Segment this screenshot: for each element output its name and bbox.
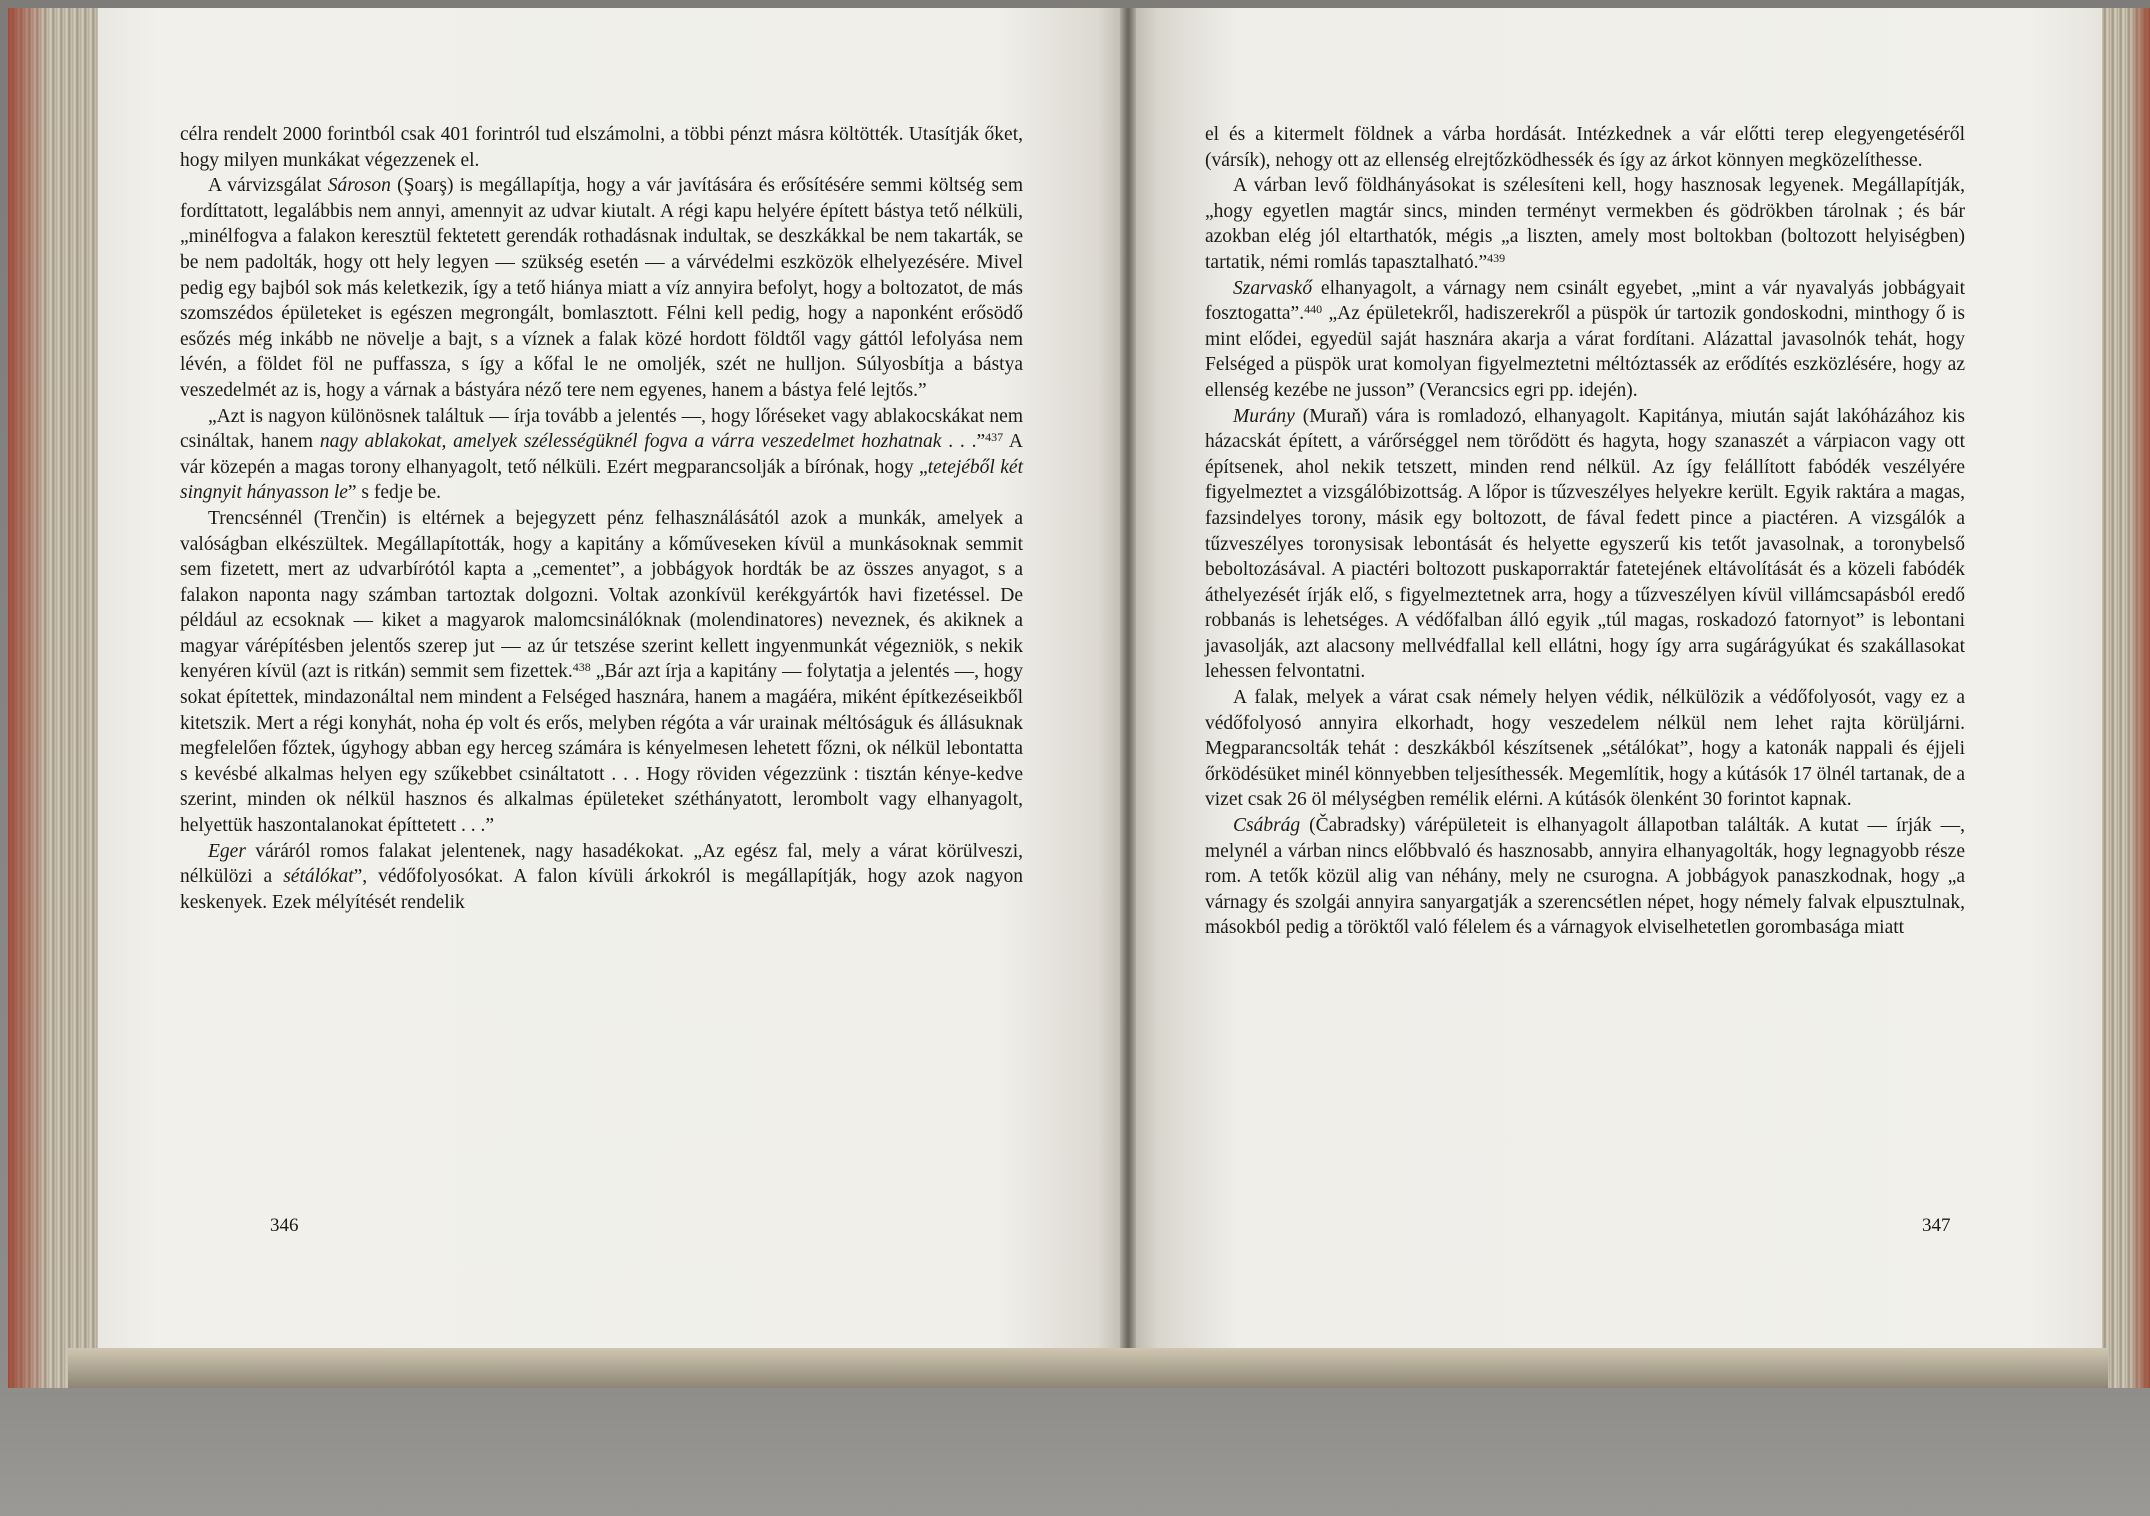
text-run: el és a kitermelt földnek a várba hordását. Intézkednek a vár előtti terep elegyengetéséről (vársík), nehogy ott az ellenség elrejtőzködhessék és így az árkot könnyen megközelíthesse.: [1205, 124, 1965, 171]
paragraph: [1205, 685, 1965, 813]
italic-text: Csábrág: [1233, 815, 1301, 837]
text-run: Trencsénnél (Trenčin) is eltérnek a bejegyzett pénz felhasználásától azok a munkák, amelyek a valóságban elkészültek. Megállapították, hogy a kapitány a kőműveseken kívül a munkásoknak semmit sem fizetett, mert az udvarbírótól kapta a „cementet”, a jobbágyok hordták be az összes anyagot, s a falakon naponta nagy számban tartoztak dolgozni. Voltak azonkívül kerékgyártók havi fizetéssel. De például az ecsoknak — kiket a magyarok malomcsinálóknak (molendinatores) neveznek, és akiknek a magyar várépítésben jelentős szerep jut — az úr tetszése szerint kellett ingyenmunkát végezniök, s nekik kenyéren kívül (azt is ritkán) semmit sem fizettek.: [180, 507, 1023, 683]
text-run: (Muraň) vára is romladozó, elhanyagolt. Kapitánya, miután saját lakóházához kis házacskát épített, a várőrséggel nem törődött és hagyta, hogy szanaszét a várpiacon vagy ott építsenek, ahol nekik tetszett, minden rend nélkül. Az így felállított fabódék veszélyére figyelmeztet a vizsgálóbizottság. A lőpor is tűzveszélyes helyekre került. Egyik raktára a magas, fazsindelyes torony, másik egy boltozott, de fával fedett pince a piactéren. A vizsgálók a tűzveszélyes toronysisak lebontását és helyette egyszerű kis tetőt javasolnak, a toronybelső beboltozásával. A piactéri boltozott puskaporraktár fatetejének eltávolítását és a közeli fabódék áthelyezését írják elő, s figyelmeztetnek arra, hogy a tűzveszélyen kívül villámcsapásból eredő robbanás is lehetséges. A védőfalban álló egyik „túl magas, roskadozó fatornyot” is lebontani javasolják, azt alacsony mellvédfallal kell ellátni, hogy így arra sugárágyúkat és szakállasokat lehessen felvontatni.: [1205, 405, 1965, 683]
right-page-text: [1205, 122, 1965, 941]
left-page-text: [180, 122, 1023, 915]
text-run: (Čabradsky) várépületeit is elhanyagolt állapotban találták. A kutat — írják —, melynél a várban nincs előbbvaló és hasznosabb, annyira elhanyagolták, hogy legnagyobb része rom. A tetők közül alig van néhány, mely ne csurogna. A jobbágyok panaszkodnak, hogy „a várnagy és szolgái annyira sanyargatják a szerencsétlen népet, hogy némely falvak elpusztulnak, másokból pedig a töröktől való félelem és a várnagyok elviselhetetlen gorombasága miatt: [1205, 815, 1965, 939]
paragraph: [1205, 276, 1965, 404]
page-number-left: 346: [270, 1215, 299, 1236]
footnote-ref: 440: [1304, 302, 1323, 317]
text-run: A várvizsgálat: [208, 175, 328, 197]
text-run: ” s fedje be.: [347, 482, 442, 504]
paragraph: [1205, 404, 1965, 686]
italic-text: sétálókat: [283, 866, 354, 888]
italic-text: Szarvaskő: [1233, 277, 1313, 299]
text-run: váráról romos falakat jelentenek, nagy hasadékokat. „Az egész fal, mely a várat körülveszi, nélkülözi a: [180, 840, 1023, 888]
text-run: elhanyagolt, a várnagy nem csinált egyebet, „mint a vár nyavalyás jobbágyait fosztogatta”.: [1205, 277, 1965, 325]
text-run: ”, védőfolyosókat. A falon kívüli árkokról is megállapítják, hogy azok nagyon keskenyek. Ezek mélyítését rendelik: [180, 866, 1024, 913]
text-run: „Bár azt írja a kapitány — folytatja a jelentés —, hogy sokat építettek, mindazonáltal nem mindent a Felséged hasznára, hanem a magáéra, miként építkezéseikből kitetszik. Mert a régi konyhát, noha ép volt és erős, melyben régóta a vár urainak méltóságuk és állásuknak megfelelően főztek, úgyhogy abban egy herceg számára is kényelmesen lehetett főzni, ok nélkül lebontatta s kevésbé alkalmas helyen egy szűkebbet csináltatott . . . Hogy röviden végezzünk : tisztán kénye-kedve szerint, minden ok nélkül hasznos és alkalmas épületeket széthányatott, lerombolt vagy elhanyagolt, helyettük haszontalanokat építtetett . . .”: [180, 661, 1023, 837]
text-run: „Az épületekről, hadiszerekről a püspök úr tartozik gondoskodni, minthogy ő is mint elődei, egyedül saját hasznára akarja a várat fordítani. Alázattal javasolnók tehát, hogy Felséged a püspök urat komolyan figyelmeztetni méltóztassék az erődítés eszközlésére, hogy az ellenség kezébe ne jusson” (Verancsics egri pp. idején).: [1205, 303, 1965, 401]
text-run: A várban levő földhányásokat is szélesíteni kell, hogy hasznosak legyenek. Megállapítják, „hogy egyetlen magtár sincs, minden terményt vermekben és gödrökben tárolnak ; és bár azokban elég jól eltarthatók, mégis „a liszten, amely most boltokban (boltozott helyiségben) tartatik, némi romlás tapasztalható.”: [1205, 175, 1965, 273]
text-run: „Azt is nagyon különösnek találtuk — írja tovább a jelentés —, hogy lőréseket vagy ablakocskákat nem csináltak, hanem: [180, 405, 1023, 453]
paragraph: [1205, 122, 1965, 173]
page-number-right: 347: [1922, 1215, 1951, 1236]
paragraph: [1205, 173, 1965, 275]
text-run: A vár közepén a magas torony elhanyagolt, tető nélküli. Ezért megparancsolják a bírónak, hogy „: [180, 431, 1024, 478]
italic-text: Eger: [208, 840, 246, 862]
footnote-ref: 439: [1487, 250, 1506, 265]
text-run: (Şoarş) is megállapítja, hogy a vár javítására és erősítésére semmi költség sem fordíttatott, legalábbis nem annyi, amennyit az udvar kiutalt. A régi kapu helyére épített bástya tető nélküli, „minélfogva a falakon keresztül fektetett gerendák rothadásnak indultak, se deszkákkal be nem takarták, se be nem padolták, hogy ott hely legyen — szükség esetén — a várvédelmi eszközök elhelyezésére. Mivel pedig egy bajból sok más keletkezik, így a tető hiánya miatt a víz annyira befolyt, hogy a boltozatot, de más szomszédos épületeket is egészen megrongált, bomlasztott. Félni kell pedig, hogy a naponként erősödő esőzés még inkább ne növelje a bajt, s a víznek a falak közé hordott földtől vagy gáttól lefolyása nem lévén, a földet föl ne puffassza, s így a kőfal le ne omoljék, szét ne hulljon. Súlyosbítja a bástya veszedelmét az is, hogy a várnak a bástyára néző tere nem egyenes, hanem a bástya felé lejtős.”: [180, 175, 1023, 401]
italic-text: Sároson: [327, 175, 391, 197]
page-edges-right: [2102, 8, 2150, 1388]
paragraph: [180, 122, 1023, 173]
text-run: . . .”: [941, 431, 986, 453]
italic-text: tetejéből két singnyit hányasson le: [180, 456, 1023, 504]
paragraph: [180, 404, 1023, 506]
text-run: célra rendelt 2000 forintból csak 401 forintról tud elszámolni, a többi pénzt másra költötték. Utasítják őket, hogy milyen munkákat végezzenek el.: [180, 124, 1023, 171]
paragraph: [180, 173, 1023, 403]
book-gutter: [1120, 8, 1136, 1348]
paragraph: [180, 506, 1023, 839]
paragraph: [180, 839, 1023, 916]
text-run: A falak, melyek a várat csak némely helyen védik, nélkülözik a védőfolyosót, vagy ez a védőfolyosó annyira elkorhadt, hogy veszedelem nélkül nem lehet rajta körüljárni. Megparancsolták tehát : deszkákból készítsenek „sétálókat”, hogy a katonák nappali és éjjeli őrködésüket minél könnyebben teljesíthessék. Megemlítik, hogy a kútásók 17 ölnél tartanak, de a vizet csak 26 öl mélységben remélik elérni. A kútásók ölenként 30 forintot kapnak.: [1205, 687, 1965, 811]
italic-text: nagy ablakokat, amelyek szélességüknél fogva a várra veszedelmet hozhatnak: [319, 431, 942, 453]
footnote-ref: 437: [985, 430, 1004, 445]
page-edges-left: [8, 8, 98, 1388]
italic-text: Murány: [1233, 405, 1295, 427]
page-edges-bottom: [68, 1348, 2108, 1388]
footnote-ref: 438: [572, 660, 591, 675]
paragraph: [1205, 813, 1965, 941]
